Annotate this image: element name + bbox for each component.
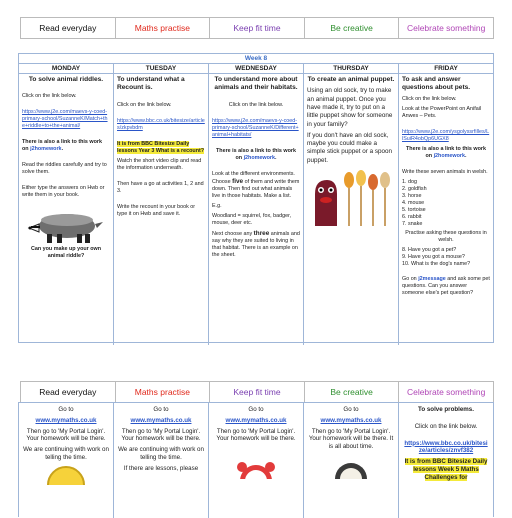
category-fitness: Keep fit time — [210, 18, 305, 38]
wednesday-also: There is also a link to this work on j2homework. — [216, 147, 296, 161]
thursday-title: To create an animal puppet. — [307, 76, 395, 83]
list-item: 3. horse — [402, 192, 422, 199]
wednesday-cell — [209, 74, 304, 345]
maths-friday-cell — [399, 403, 493, 518]
category-creative: Be creative — [305, 382, 400, 402]
category-row-bottom — [20, 381, 494, 403]
category-celebrate: Celebrate something — [406, 387, 486, 397]
day-header-row — [19, 63, 493, 73]
tuesday-link[interactable]: https://www.bbc.co.uk/bitesize/articles/zkpvbdm — [117, 117, 205, 131]
portal-text: Then go to 'My Portal Login'. Your homework will be there. It is all about time. — [308, 427, 394, 451]
portal-text: Then go to 'My Portal Login'. Your homework will be there. — [26, 427, 106, 443]
wednesday-next: Next choose any three animals and say why they are suited to living in that habitat. There is an example on the sheet. — [212, 229, 300, 258]
friday-look: Look at the PowerPoint on Anifail Anwes – Pets. — [402, 105, 482, 119]
maths-columns — [19, 403, 493, 518]
day-monday: MONDAY — [19, 64, 114, 73]
mymaths-link[interactable]: www.mymaths.co.uk — [225, 416, 287, 424]
maths-table — [18, 402, 494, 517]
clock-icon — [308, 459, 394, 479]
list-item: 8. Have you got a pet? — [402, 246, 457, 253]
j2homework-link[interactable]: j2homework — [433, 152, 466, 159]
list-item: 2. goldfish — [402, 185, 427, 192]
category-maths: Maths practise — [116, 18, 211, 38]
clock-icon — [23, 465, 109, 485]
go-to-label: Go to — [343, 406, 359, 413]
friday-problems-link[interactable]: https://www.bbc.co.uk/bitesize/articles/znvf382 — [404, 439, 488, 455]
week-title: Week 8 — [244, 55, 268, 62]
j2homework-link[interactable]: j2homework — [243, 154, 276, 161]
category-celebrate: Celebrate something — [406, 23, 486, 33]
j2homework-link[interactable]: j2homework — [30, 146, 62, 153]
mymaths-link[interactable]: www.mymaths.co.uk — [130, 416, 192, 424]
maths-thursday-cell — [304, 403, 399, 518]
monday-question: Can you make up your own animal riddle? — [30, 246, 102, 260]
thursday-cell — [304, 74, 399, 345]
j2message-link[interactable]: j2message — [418, 275, 446, 282]
thursday-body: Using an old sock, try to make an animal puppet. Once you have made it, try to put on a little puppet show for someone in your family? — [307, 87, 393, 128]
monday-read: Read the riddles carefully and try to solve them. — [22, 162, 107, 176]
category-maths: Maths practise — [116, 382, 211, 402]
tuesday-then: Then have a go at activities 1, 2 and 3. — [117, 180, 204, 194]
day-wednesday: WEDNESDAY — [209, 64, 304, 73]
wednesday-woodland: Woodland = squirrel, fox, badger, mouse, deer etc. — [212, 212, 292, 226]
category-read: Read everyday — [21, 382, 116, 402]
list-item: 6. rabbit — [402, 213, 422, 220]
portal-text: Then go to 'My Portal Login'. Your homework will be there. — [216, 427, 296, 443]
friday-practise: Practise asking these questions in welsh. — [405, 229, 487, 243]
wednesday-title: To understand more about animals and their habitats. — [214, 76, 298, 92]
mymaths-link[interactable]: www.mymaths.co.uk — [35, 416, 97, 424]
alarm-clock-icon — [213, 459, 299, 479]
friday-go: Go on j2message and ask some pet questions. Can you answer someone else's pet question? — [402, 275, 490, 296]
tuesday-click: Click on the link below. — [117, 101, 172, 108]
tuesday-title: To understand what a Recount is. — [117, 76, 185, 92]
monday-cell — [19, 74, 114, 345]
maths-tuesday-cell — [114, 403, 209, 518]
thursday-body2: If you don't have an old sock, maybe you could make a simple stick puppet or a spoon puppet. — [307, 131, 393, 164]
friday-problems-click: Click on the link below. — [414, 422, 478, 430]
continue-text: We are continuing with work on telling the time. — [23, 446, 109, 461]
list-item: 4. mouse — [402, 199, 425, 206]
mymaths-link[interactable]: www.mymaths.co.uk — [320, 416, 382, 424]
monday-link[interactable]: https://www.j2e.com/maevs-y-coed-primary-school/SuzanneK/Match+the+riddle+to+the+animal/ — [22, 109, 108, 130]
wednesday-eg: E.g. — [212, 202, 222, 209]
friday-click: Click on the link below. — [402, 95, 457, 102]
monday-either: Either type the answers on Hwb or write them in your book. — [22, 185, 105, 199]
day-friday: FRIDAY — [434, 65, 458, 72]
category-row-top — [20, 17, 494, 39]
portal-text: Then go to 'My Portal Login'. Your homework will be there. — [121, 427, 201, 443]
day-thursday: THURSDAY — [304, 64, 399, 73]
monday-click: Click on the link below. — [22, 93, 77, 100]
friday-problems-bbc: It is from BBC Bitesize Daily lessons Week 5 Maths Challenges for — [404, 458, 488, 481]
friday-write: Write these seven animals in welsh. — [402, 168, 488, 175]
maths-wednesday-cell — [209, 403, 304, 518]
wednesday-look: Look at the different environments. Choose five of them and write them down. Then find out what animals live in those habitats. Make a list. — [212, 170, 300, 199]
go-to-label: Go to — [58, 406, 74, 413]
week-table — [18, 53, 494, 343]
list-item: 5. tortoise — [402, 206, 426, 213]
day-tuesday: TUESDAY — [114, 64, 209, 73]
monday-also: There is also a link to this work on j2homework. — [22, 139, 102, 153]
friday-also: There is also a link to this work on j2homework. — [406, 145, 486, 159]
go-to-label: Go to — [153, 406, 169, 413]
friday-title: To ask and answer questions about pets. — [402, 76, 471, 92]
list-item: 10. What is the dog's name? — [402, 260, 471, 267]
extra-text: If there are lessons, please — [123, 464, 199, 472]
badger-image — [22, 202, 110, 246]
maths-monday-cell — [19, 403, 114, 518]
category-creative: Be creative — [305, 18, 400, 38]
wednesday-click: Click on the link below. — [228, 101, 284, 108]
wednesday-link[interactable]: https://www.j2e.com/maevs-y-coed-primary-school/SuzanneK/Different+animal+habitats/ — [212, 117, 299, 138]
friday-question-list — [402, 247, 490, 268]
category-read: Read everyday — [21, 18, 116, 38]
puppet-image — [307, 168, 395, 228]
day-columns — [19, 73, 493, 345]
tuesday-watch: Watch the short video clip and read the information underneath. — [117, 157, 202, 171]
list-item: 7. snake — [402, 220, 423, 227]
monday-title: To solve animal riddles. — [28, 76, 104, 83]
list-item: 9. Have you got a mouse? — [402, 253, 465, 260]
list-item: 1. dog — [402, 178, 417, 185]
tuesday-cell — [114, 74, 209, 345]
continue-text: We are continuing with work on telling the time. — [118, 446, 204, 461]
friday-animal-list — [402, 179, 490, 228]
go-to-label: Go to — [248, 406, 264, 413]
friday-problems-title: To solve problems. — [418, 406, 474, 413]
tuesday-write: Write the recount in your book or type it on Hwb and save it. — [117, 203, 196, 217]
category-fitness: Keep fit time — [210, 382, 305, 402]
friday-cell — [399, 74, 493, 345]
friday-link[interactable]: https://www.j2e.com/ysgolyssrfilles/LlSuiR4obQp6UGX8 — [402, 128, 490, 142]
tuesday-bbc: It is from BBC Bitesize Daily lessons Year 3 What is a recount? — [117, 140, 205, 154]
